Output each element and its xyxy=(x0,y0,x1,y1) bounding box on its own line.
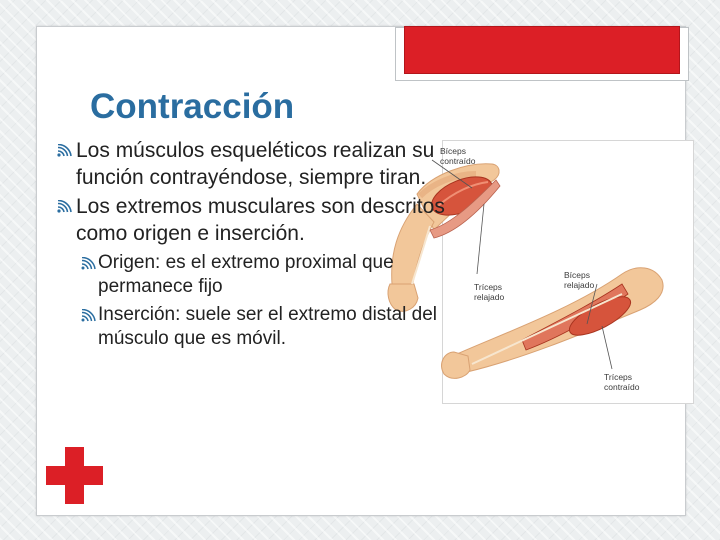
bullet-text: Los extremos musculares son descritos como origen e inserción. xyxy=(76,195,445,245)
bullet-item xyxy=(56,194,456,247)
header-red-bar xyxy=(404,26,680,74)
figure-label-biceps-contracted: Bíceps contraído xyxy=(440,146,476,166)
bullet-text: Inserción: suele ser el extremo distal del músculo que es móvil. xyxy=(98,304,437,349)
red-cross-icon xyxy=(46,447,103,504)
sub-bullet-item xyxy=(56,251,456,299)
wifi-bullet-icon xyxy=(56,144,74,158)
header-decoration xyxy=(395,27,689,81)
wifi-bullet-icon xyxy=(56,200,74,214)
figure-label-triceps-contracted: Tríceps contraído xyxy=(604,372,640,392)
figure-label-triceps-relaxed: Tríceps relajado xyxy=(474,282,505,302)
wifi-bullet-icon xyxy=(80,257,98,271)
figure-label-biceps-relaxed: Bíceps relajado xyxy=(564,270,595,290)
wifi-bullet-icon xyxy=(80,309,98,323)
sub-bullet-item xyxy=(56,303,456,351)
bullet-text: Origen: es el extremo proximal que permanece fijo xyxy=(98,252,394,297)
bullet-list xyxy=(56,138,456,353)
bullet-text: Los músculos esqueléticos realizan su función contrayéndose, siempre tiran. xyxy=(76,139,435,189)
bullet-item xyxy=(56,138,456,191)
slide-title: Contracción xyxy=(90,87,295,126)
